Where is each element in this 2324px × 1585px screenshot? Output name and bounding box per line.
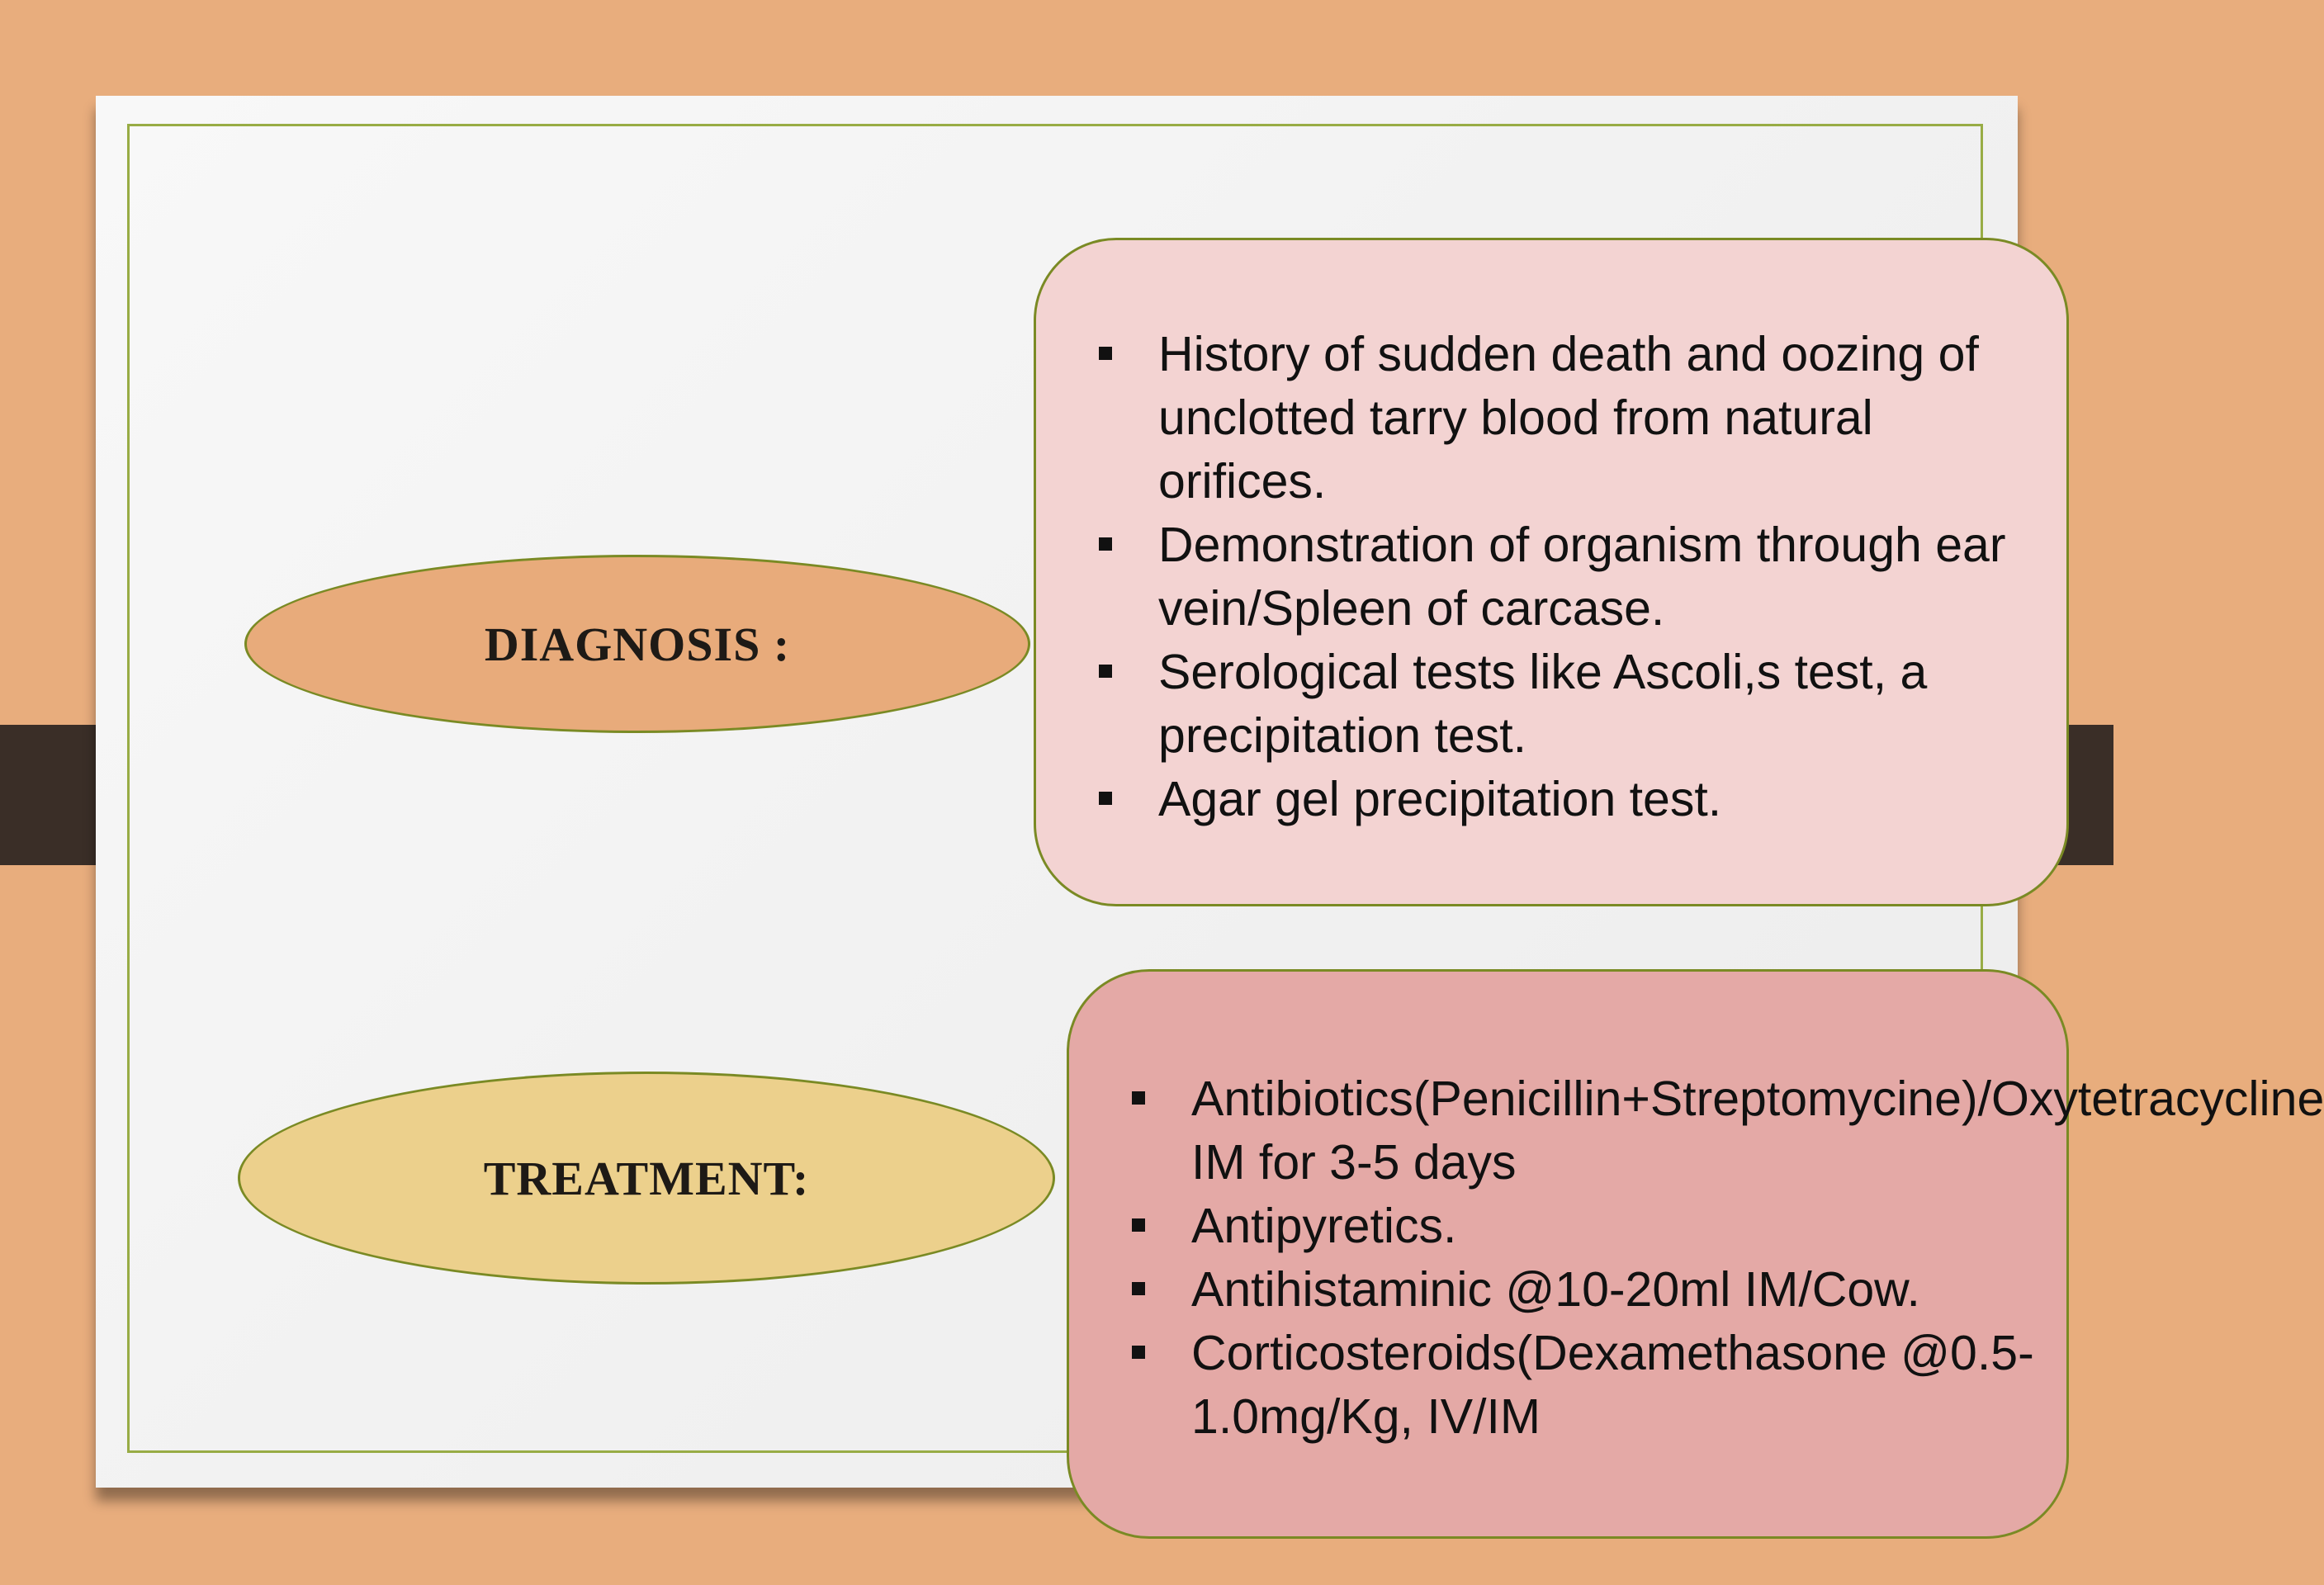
bullet-icon xyxy=(1132,1346,1145,1359)
treatment-box xyxy=(1067,969,2324,1539)
treatment-item-text: Antihistaminic @10-20ml IM/Cow. xyxy=(1191,1262,1920,1317)
treatment-list xyxy=(1191,1067,2324,1449)
bullet-icon xyxy=(1099,665,1112,678)
bullet-icon xyxy=(1132,1091,1145,1105)
treatment-item xyxy=(1191,1195,2058,1258)
treatment-item-text: Antipyretics. xyxy=(1191,1199,1457,1253)
diagnosis-item xyxy=(1158,323,2042,513)
slide xyxy=(96,96,2324,1488)
diagnosis-item-text: Agar gel precipitation test. xyxy=(1158,772,1722,826)
diagnosis-item-text: History of sudden death and oozing of unclotted tarry blood from natural orifices. xyxy=(1158,327,1979,509)
treatment-item xyxy=(1191,1322,2058,1449)
bullet-icon xyxy=(1132,1218,1145,1232)
diagnosis-item-text: Demonstration of organism through ear vein/Spleen of carcase. xyxy=(1158,518,2006,636)
diagnosis-label: DIAGNOSIS : xyxy=(484,617,791,671)
treatment-item xyxy=(1191,1258,2058,1322)
diagnosis-item xyxy=(1158,768,2042,831)
diagnosis-item xyxy=(1158,641,2042,768)
treatment-item-text: Corticosteroids(Dexamethasone @0.5-1.0mg/Kg, IV/IM xyxy=(1191,1326,2034,1444)
bullet-icon xyxy=(1099,537,1112,551)
diagnosis-ellipse xyxy=(244,555,1030,733)
treatment-label: TREATMENT: xyxy=(483,1151,810,1205)
treatment-item-text: Antibiotics(Penicillin+Streptomycine)/Oxytetracycline IM for 3-5 days xyxy=(1191,1072,2324,1190)
diagnosis-list xyxy=(1158,323,2042,831)
diagnosis-item xyxy=(1158,513,2042,641)
treatment-ellipse xyxy=(238,1072,1055,1285)
bullet-icon xyxy=(1099,347,1112,360)
diagnosis-box xyxy=(1034,238,2069,906)
bullet-icon xyxy=(1099,792,1112,805)
bullet-icon xyxy=(1132,1282,1145,1295)
diagnosis-item-text: Serological tests like Ascoli,s test, a precipitation test. xyxy=(1158,645,1928,763)
treatment-item xyxy=(1191,1067,2324,1195)
